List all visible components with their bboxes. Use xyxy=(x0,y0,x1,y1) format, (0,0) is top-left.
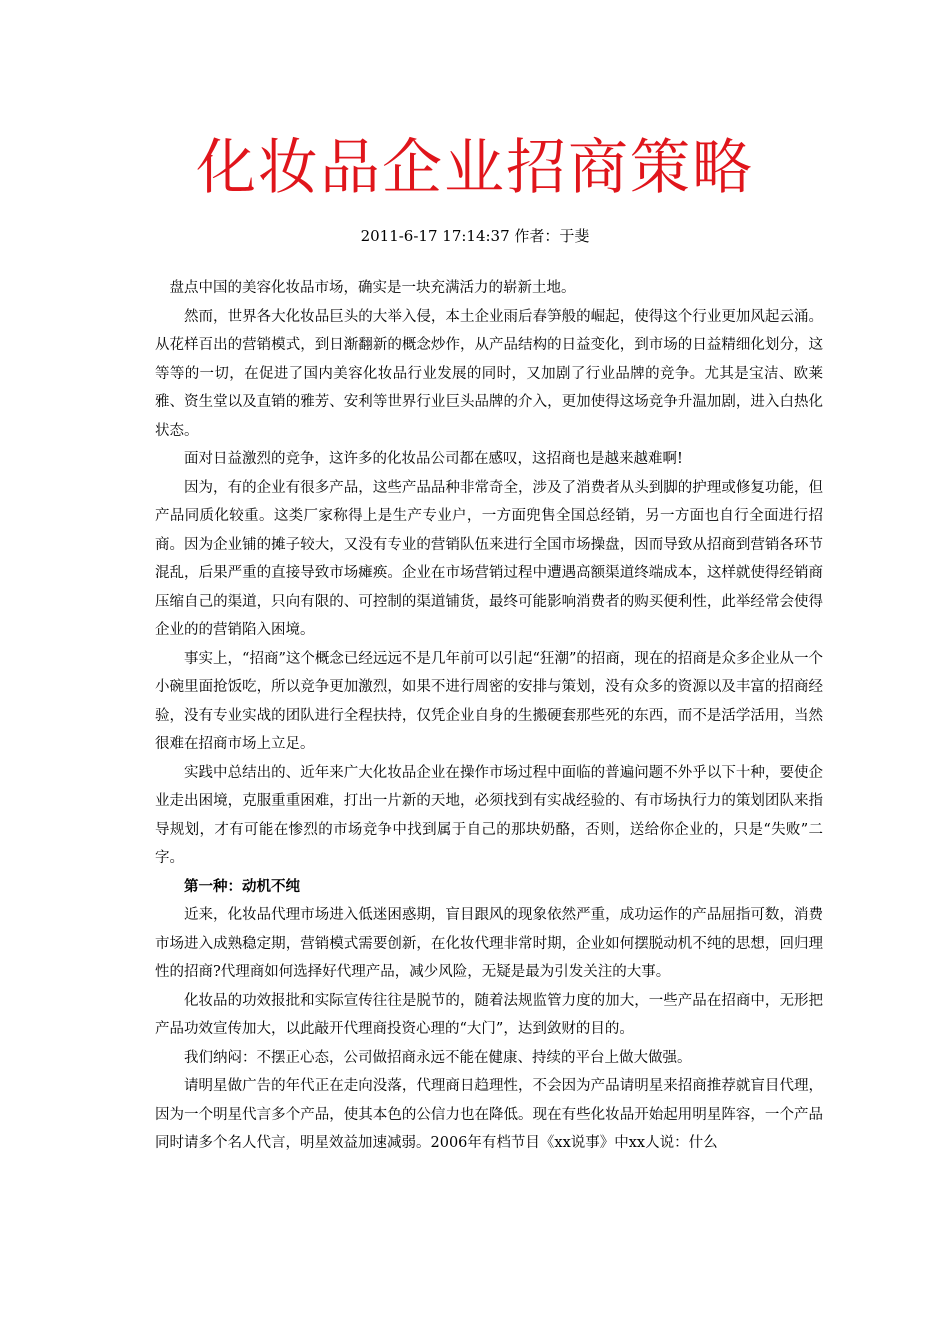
paragraph: 我们纳闷：不摆正心态，公司做招商永远不能在健康、持续的平台上做大做强。 xyxy=(184,1049,692,1066)
paragraph: 近来，化妆品代理市场进入低迷困惑期，盲目跟风的现象依然严重，成功运作的产品屈指可数，消费市场进入成熟稳定期，营销模式需要创新，在化妆代理非常时期，企业如何摆脱动机不纯的思想，回归理性的招商?代理商如何选择好代理产品，减少风险，无疑是最为引发关注的大事。 xyxy=(155,907,823,980)
document-body xyxy=(155,274,823,1158)
paragraph: 化妆品的功效报批和实际宣传往往是脱节的，随着法规监管力度的加大，一些产品在招商中，无形把产品功效宣传加大，以此敲开代理商投资心理的“大门”，达到敛财的目的。 xyxy=(155,992,823,1037)
section-heading: 第一种：动机不纯 xyxy=(184,877,300,895)
paragraph: 因为，有的企业有很多产品，这些产品品种非常奇全，涉及了消费者从头到脚的护理或修复功能，但产品同质化较重。这类厂家称得上是生产专业户，一方面兜售全国总经销，另一方面也自行全面进行招商。因为企业铺的摊子较大，又没有专业的营销队伍来进行全国市场操盘，因而导致从招商到营销各环节混乱，后果严重的直接导致市场瘫痪。企业在市场营销过程中遭遇高额渠道终端成本，这样就使得经销商压缩自己的渠道，只向有限的、可控制的渠道铺货，最终可能影响消费者的购买便利性，此举经常会使得企业的的营销陷入困境。 xyxy=(155,479,823,638)
document-title: 化妆品企业招商策略 xyxy=(196,133,754,203)
paragraph: 然而，世界各大化妆品巨头的大举入侵，本土企业雨后春笋般的崛起，使得这个行业更加风起云涌。从花样百出的营销模式，到日渐翻新的概念炒作，从产品结构的日益变化，到市场的日益精细化划分，这等等的一切，在促进了国内美容化妆品行业发展的同时，又加剧了行业品牌的竞争。尤其是宝洁、欧莱雅、资生堂以及直销的雅芳、安利等世界行业巨头品牌的介入，更加使得这场竞争升温加剧，进入白热化状态。 xyxy=(155,308,823,439)
paragraph: 面对日益激烈的竞争，这许多的化妆品公司都在感叹，这招商也是越来越难啊! xyxy=(184,451,683,467)
document-meta: 2011-6-17 17:14:37 作者：于斐 xyxy=(360,227,590,245)
paragraph: 盘点中国的美容化妆品市场，确实是一块充满活力的崭新土地。 xyxy=(169,280,576,296)
paragraph: 实践中总结出的、近年来广大化妆品企业在操作市场过程中面临的普遍问题不外乎以下十种，要使企业走出困境，克服重重困难，打出一片新的天地，必须找到有实战经验的、有市场执行力的策划团队来指导规划，才有可能在惨烈的市场竞争中找到属于自己的那块奶酪，否则，送给你企业的，只是“失败”二字。 xyxy=(155,764,823,866)
paragraph: 事实上，“招商”这个概念已经远远不是几年前可以引起“狂潮”的招商，现在的招商是众多企业从一个小碗里面抢饭吃，所以竞争更加激烈，如果不进行周密的安排与策划，没有众多的资源以及丰富的招商经验，没有专业实战的团队进行全程扶持，仅凭企业自身的生搬硬套那些死的东西，而不是活学活用，当然很难在招商市场上立足。 xyxy=(155,650,823,752)
paragraph: 请明星做广告的年代正在走向没落，代理商日趋理性，不会因为产品请明星来招商推荐就盲目代理，因为一个明星代言多个产品，使其本色的公信力也在降低。现在有些化妆品开始起用明星阵容，一个产品同时请多个名人代言，明星效益加速减弱。2006年有档节目《xx说事》中xx人说：什么 xyxy=(155,1078,823,1151)
